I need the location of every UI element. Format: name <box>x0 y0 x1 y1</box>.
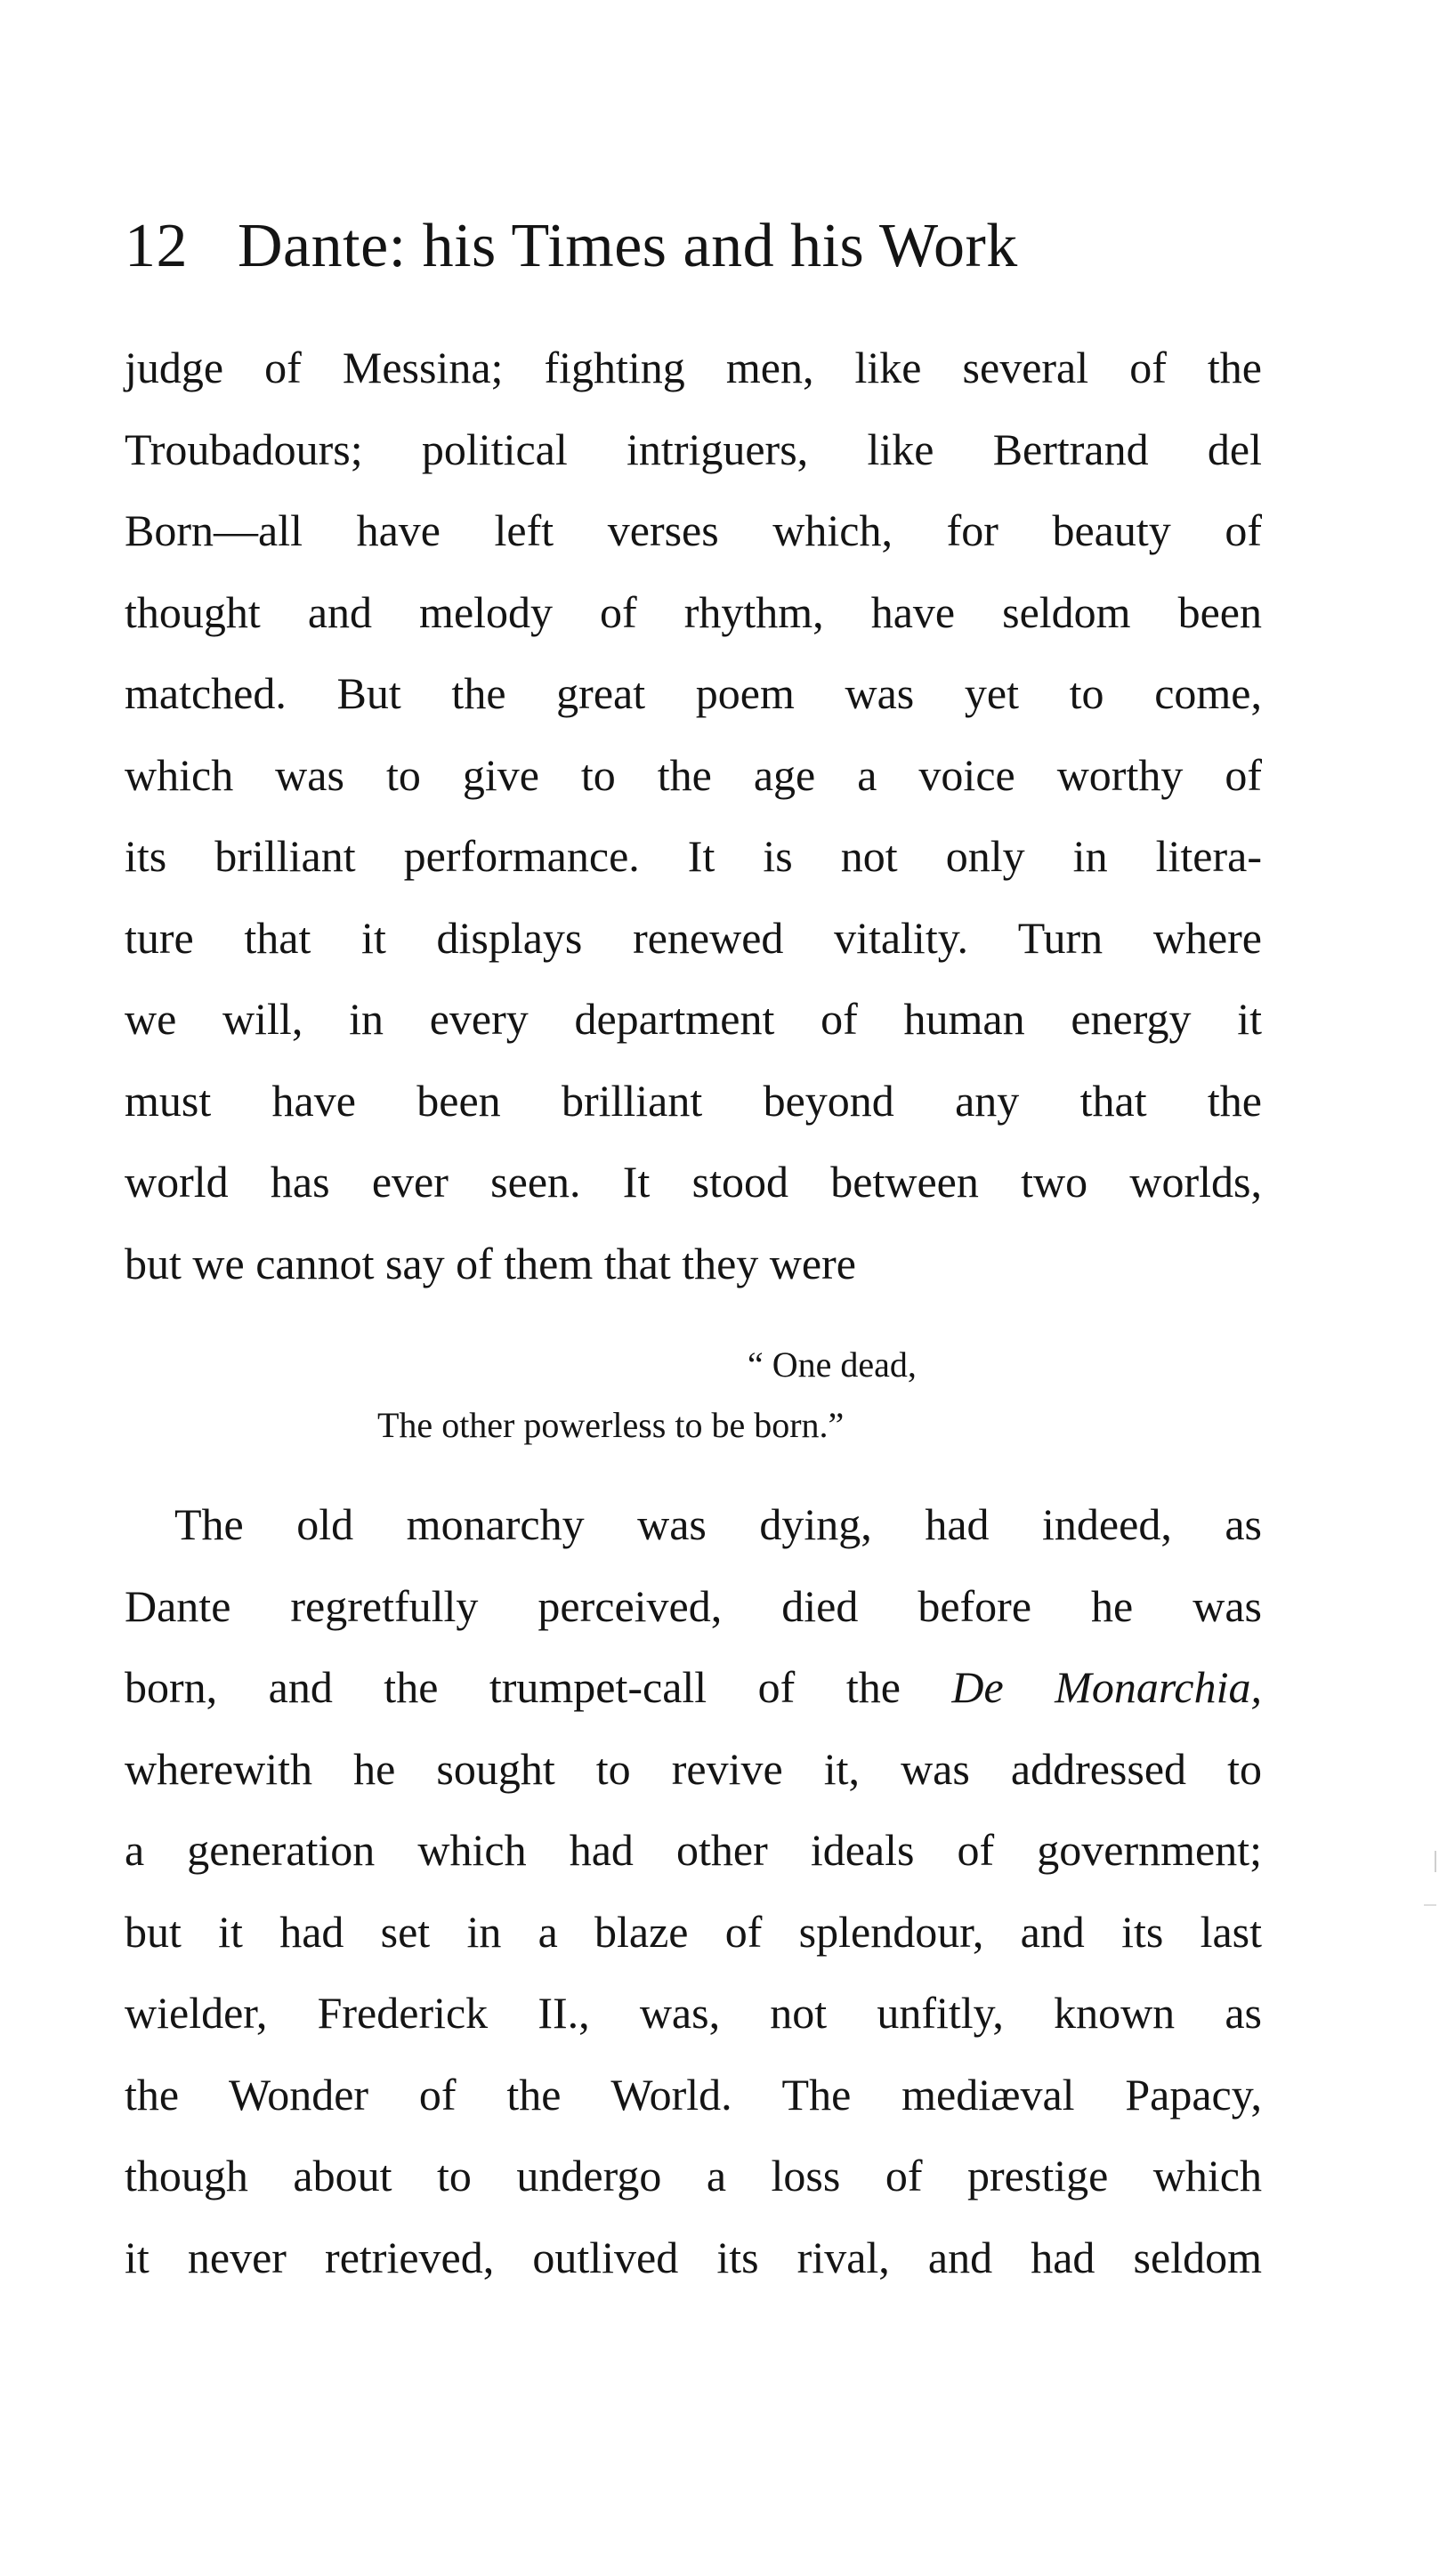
text-line: The old monarchy was dying, had indeed, as <box>174 1499 1262 1549</box>
text-segment: born, and the trumpet-call of the <box>125 1662 952 1712</box>
text-line: ture that it displays renewed vitality. Turn where <box>125 912 1262 963</box>
text-line: Dante regretfully perceived, died before he was <box>125 1580 1262 1631</box>
quotation-line-1: “ One dead, <box>748 1345 917 1385</box>
text-line: but we cannot say of them that they were <box>125 1238 856 1288</box>
book-title-italic: De Monarchia, <box>951 1662 1263 1712</box>
text-line: wielder, Frederick II., was, not unfitly, known as <box>125 1988 1262 2038</box>
text-line: must have been brilliant beyond any that the <box>125 1075 1262 1126</box>
text-line: Troubadours; political intriguers, like Bertrand del <box>125 424 1262 474</box>
text-line: it never retrieved, outlived its rival, and had seldom <box>125 2232 1262 2282</box>
text-line: but it had set in a blaze of splendour, and its last <box>125 1906 1262 1957</box>
text-line: judge of Messina; fighting men, like several of the <box>125 343 1262 392</box>
quotation-line-2: The other powerless to be born.” <box>377 1405 845 1445</box>
scan-speck <box>1435 1851 1436 1872</box>
paragraph-2 <box>125 1484 1262 2298</box>
text-line <box>125 1647 1262 1729</box>
block-quotation <box>125 1335 1262 1456</box>
page-number: 12 <box>125 212 188 280</box>
running-title: Dante: his Times and his Work <box>238 212 1018 280</box>
text-line: its brilliant performance. It is not only in litera- <box>125 831 1262 881</box>
text-line: Born—all have left verses which, for beauty of <box>125 505 1262 555</box>
text-line: thought and melody of rhythm, have seldom been <box>125 586 1262 637</box>
paragraph-1 <box>125 327 1262 1304</box>
text-line: we will, in every department of human energy it <box>125 994 1262 1044</box>
text-line: world has ever seen. It stood between two worlds, <box>125 1157 1262 1207</box>
text-line: matched. But the great poem was yet to come, <box>125 668 1262 718</box>
text-line: though about to undergo a loss of prestige which <box>125 2151 1262 2201</box>
text-line: a generation which had other ideals of government; <box>125 1825 1262 1875</box>
text-line: wherewith he sought to revive it, was addressed to <box>125 1743 1262 1794</box>
text-line: which was to give to the age a voice worthy of <box>125 749 1262 800</box>
scan-speck <box>1424 1904 1436 1906</box>
running-header <box>125 206 1317 287</box>
text-line: the Wonder of the World. The mediæval Papacy, <box>125 2069 1262 2120</box>
